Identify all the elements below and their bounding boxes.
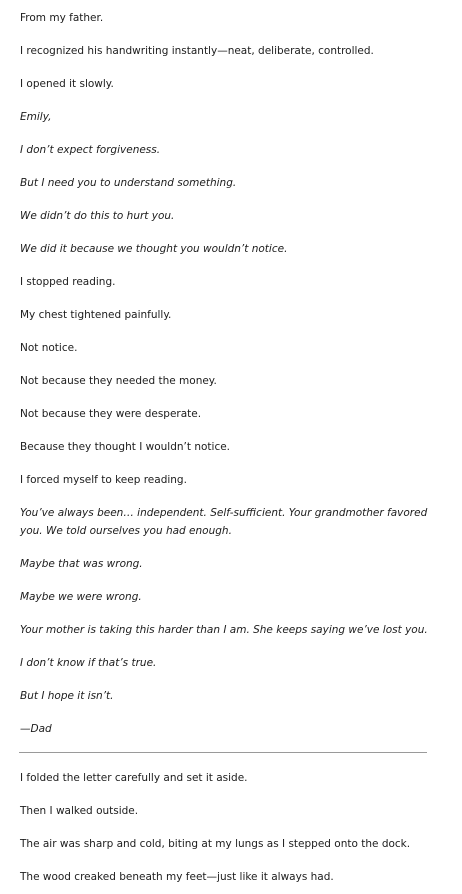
letter-paragraph: We didn’t do this to hurt you. — [20, 210, 175, 222]
letter-paragraph: But I need you to understand something. — [20, 177, 237, 189]
paragraph: Not notice. — [20, 342, 78, 354]
paragraph: Not because they were desperate. — [20, 408, 202, 420]
letter-paragraph: Maybe we were wrong. — [20, 591, 142, 603]
paragraph: Not because they needed the money. — [20, 375, 217, 387]
letter-paragraph: We did it because we thought you wouldn’t notice. — [20, 243, 288, 255]
paragraph: I recognized his handwriting instantly—neat, deliberate, controlled. — [20, 45, 374, 57]
paragraph: The air was sharp and cold, biting at my lungs as I stepped onto the dock. — [20, 838, 411, 850]
paragraph: Then I walked outside. — [20, 805, 139, 817]
paragraph: I stopped reading. — [20, 276, 116, 288]
letter-paragraph: I don’t know if that’s true. — [20, 657, 157, 669]
section-divider — [19, 752, 427, 753]
paragraph: Because they thought I wouldn’t notice. — [20, 441, 231, 453]
paragraph: My chest tightened painfully. — [20, 309, 172, 321]
letter-paragraph: You’ve always been… independent. Self-sufficient. Your grandmother favored you. We told ourselves you had enough. — [20, 507, 428, 537]
paragraph: I forced myself to keep reading. — [20, 474, 187, 486]
letter-paragraph: But I hope it isn’t. — [20, 690, 114, 702]
paragraph: From my father. — [20, 12, 104, 24]
letter-paragraph: Your mother is taking this harder than I am. She keeps saying we’ve lost you. — [20, 624, 428, 636]
letter-signature: —Dad — [20, 723, 52, 735]
letter-paragraph: Maybe that was wrong. — [20, 558, 143, 570]
paragraph: The wood creaked beneath my feet—just like it always had. — [20, 871, 334, 883]
paragraph: I folded the letter carefully and set it aside. — [20, 772, 248, 784]
letter-paragraph: I don’t expect forgiveness. — [20, 144, 161, 156]
paragraph: I opened it slowly. — [20, 78, 114, 90]
letter-salutation: Emily, — [20, 111, 52, 123]
